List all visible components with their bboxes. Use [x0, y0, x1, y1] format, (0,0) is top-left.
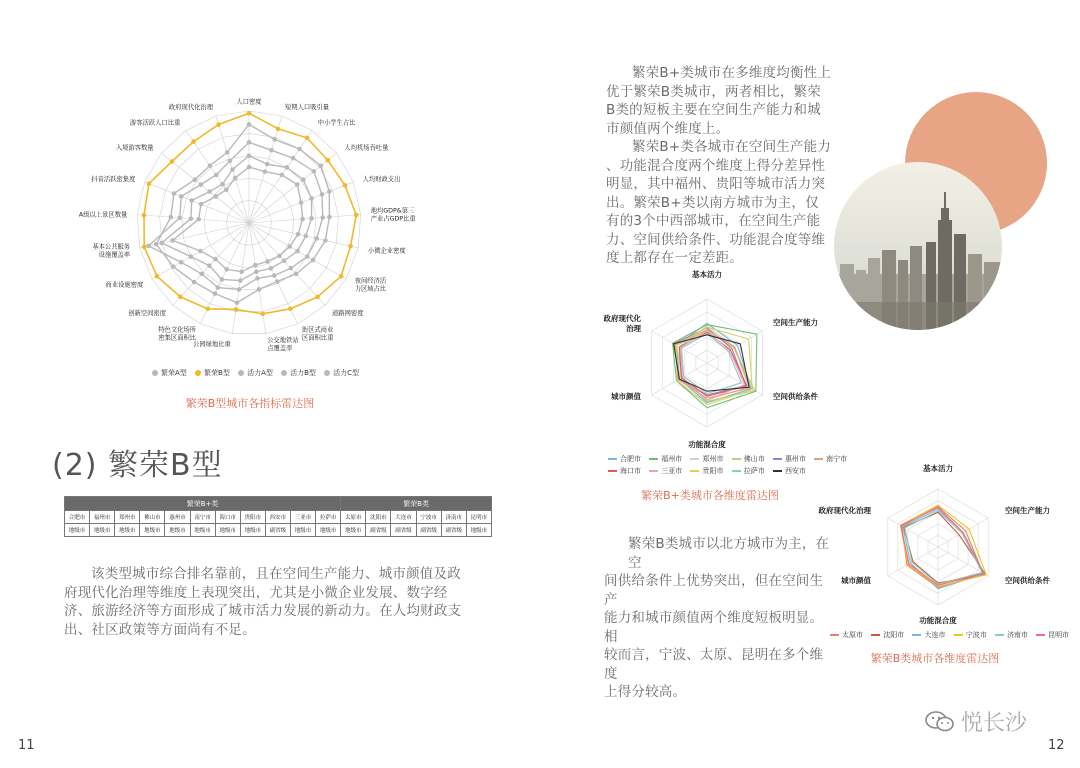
- radar-point: [260, 312, 265, 317]
- radar-axis-label: 游客活跃人口比重: [129, 119, 181, 127]
- radar-axis-label: A级以上景区数量: [78, 211, 128, 219]
- radar-point: [253, 263, 258, 268]
- legend-label: 太原市: [842, 631, 863, 639]
- table-cell: 贵阳市: [240, 511, 265, 524]
- table-cell: 地级市: [165, 524, 190, 537]
- legend-item: [690, 454, 723, 464]
- radar-point: [208, 163, 213, 168]
- legend-item: [152, 368, 187, 378]
- radar-point: [320, 192, 325, 197]
- radar-spoke: [249, 153, 337, 223]
- table-cell: 济南市: [441, 511, 466, 524]
- legend-label: 拉萨市: [743, 467, 765, 475]
- legend-item: [871, 630, 904, 640]
- radar-axis-label: 功能混合度: [919, 616, 957, 625]
- table-cell: 三亚市: [290, 511, 315, 524]
- city-table: [64, 496, 492, 537]
- radar-point: [301, 177, 306, 182]
- table-cell: 惠州市: [165, 511, 190, 524]
- radar-point: [297, 147, 302, 152]
- text-line: B类的短板主要在空间生产能力和城: [606, 102, 821, 118]
- table-cell: 副省级: [416, 524, 441, 537]
- radar-axis-label: 政府现代化治理: [168, 103, 213, 111]
- radar-point: [216, 285, 221, 290]
- table-cell: 大连市: [391, 511, 416, 524]
- radar-point: [199, 272, 204, 277]
- radar-point: [255, 276, 260, 281]
- legend-label: 繁荣B型: [204, 369, 230, 377]
- legend-item: [912, 630, 945, 640]
- radar-axis-label: 短期人口吸引量: [285, 103, 330, 111]
- table-cell: 福州市: [90, 511, 115, 524]
- radar-point: [272, 137, 277, 142]
- b-radar-chart: [815, 455, 1080, 625]
- radar-point: [179, 260, 184, 265]
- legend-item: [649, 466, 682, 476]
- table-cell: 副省级: [366, 524, 391, 537]
- radar-point: [169, 215, 174, 220]
- table-cell: 副省级: [391, 524, 416, 537]
- legend-item: [324, 368, 359, 378]
- radar-point: [254, 269, 259, 274]
- radar-point: [233, 176, 238, 181]
- table-cell: 地级市: [341, 524, 366, 537]
- radar-point: [275, 279, 280, 284]
- watermark: [925, 706, 1027, 737]
- table-cell: 海口市: [215, 511, 240, 524]
- radar-point: [213, 194, 218, 199]
- radar-point: [189, 254, 194, 259]
- radar-point: [282, 258, 287, 263]
- radar-point: [191, 139, 196, 144]
- legend-item: [773, 466, 806, 476]
- radar-point: [154, 242, 159, 247]
- radar-point: [315, 295, 320, 300]
- radar-point: [294, 272, 299, 277]
- table-cell: 拉萨市: [316, 511, 341, 524]
- table-cell: 地级市: [65, 524, 90, 537]
- text-line: 繁荣B类城市以北方城市为主，在空: [628, 536, 830, 571]
- radar-point: [159, 241, 164, 246]
- page-number-left: 11: [18, 738, 35, 753]
- radar-axis-label: 道路网密度: [332, 309, 364, 317]
- radar-point: [287, 244, 292, 249]
- city-skyline-image: [834, 162, 1002, 330]
- radar-axis-label: 空间生产能力: [1005, 506, 1050, 515]
- radar-point: [196, 217, 201, 222]
- radar-point: [296, 232, 301, 237]
- radar-point: [198, 249, 203, 254]
- table-cell: 地级市: [215, 524, 240, 537]
- radar-axis-label: 功能混合度: [688, 440, 726, 449]
- radar-point: [320, 215, 325, 220]
- radar-point: [146, 244, 151, 249]
- text-line: 繁荣B+类各城市在空间生产能力: [632, 139, 832, 155]
- radar-axis-label: 城市颜值: [611, 392, 641, 401]
- radar-point: [269, 148, 274, 153]
- radar-spoke: [888, 518, 938, 547]
- radar-point: [263, 169, 268, 174]
- radar-point: [170, 238, 175, 243]
- b-legend: [830, 630, 1075, 640]
- legend-label: 三亚市: [661, 467, 683, 475]
- radar-point: [327, 215, 332, 220]
- radar-point: [219, 277, 224, 282]
- table-cell: 昆明市: [466, 511, 491, 524]
- radar-point: [199, 182, 204, 187]
- table-cell: 地级市: [190, 524, 215, 537]
- legend-label: 西安市: [784, 467, 806, 475]
- radar-point: [303, 234, 308, 239]
- bplus-radar-chart: [595, 265, 835, 455]
- text-line: 市颜值两个维度上。: [606, 120, 730, 137]
- radar-point: [235, 300, 240, 305]
- radar-axis-label: 公园绿地比重: [193, 341, 231, 349]
- table-cell: 地级市: [316, 524, 341, 537]
- radar-spoke: [161, 153, 249, 223]
- right-paragraph-2: [606, 138, 846, 268]
- radar-axis-label: 空间供给条件: [773, 392, 818, 401]
- radar-point: [289, 266, 294, 271]
- radar-point: [142, 245, 147, 250]
- legend-item: [281, 368, 316, 378]
- radar-point: [247, 154, 252, 159]
- radar-point: [288, 306, 293, 311]
- table-row: [65, 524, 492, 537]
- radar-svg: [815, 455, 1080, 625]
- radar-point: [239, 269, 244, 274]
- radar-point: [179, 194, 184, 199]
- watermark-text: 悦长沙: [961, 711, 1028, 736]
- table-cell: 副省级: [265, 524, 290, 537]
- radar-point: [207, 189, 212, 194]
- legend-item: [690, 466, 723, 476]
- radar-axis-label: 抖音活跃密集度: [91, 175, 136, 183]
- legend-label: 合肥市: [620, 455, 641, 463]
- legend-label: 大连市: [924, 631, 946, 639]
- text-line: 明显，其中福州、贵阳等城市活力突: [606, 176, 826, 192]
- radar-point: [269, 266, 274, 271]
- legend-item: [773, 454, 806, 464]
- legend-item: [238, 368, 273, 378]
- table-cell: 地级市: [240, 524, 265, 537]
- radar-point: [277, 254, 282, 259]
- legend-label: 昆明市: [1048, 631, 1070, 639]
- radar-axis-label: 小微企业密度: [367, 247, 406, 255]
- table-cell: 地级市: [290, 524, 315, 537]
- radar-point: [311, 258, 316, 263]
- radar-point: [299, 200, 304, 205]
- text-line: 、功能混合度两个维度上得分差异性: [606, 157, 826, 174]
- radar-point: [205, 306, 210, 311]
- legend-label: 活力A型: [247, 369, 273, 377]
- radar-point: [314, 236, 319, 241]
- radar-axis-label: 公交地铁站点覆盖率: [267, 337, 299, 353]
- radar-axis-label: 夜间经济活力区域占比: [354, 277, 387, 293]
- legend-item: [195, 368, 230, 378]
- radar-svg: [595, 265, 835, 455]
- text-line: 能力和城市颜值两个维度短板明显。相: [604, 610, 824, 645]
- radar-spoke: [145, 182, 249, 223]
- legend-item: [649, 454, 682, 464]
- radar-point: [224, 267, 229, 272]
- radar-legend: [152, 368, 365, 378]
- legend-item: [1036, 630, 1069, 640]
- wechat-icon: [925, 711, 955, 733]
- radar-point: [323, 238, 328, 243]
- legend-item: [732, 454, 765, 464]
- text-line: 出。繁荣B+类以南方城市为主，仅: [606, 194, 819, 211]
- radar-axis-label: 基本公共服务设施覆盖率: [92, 243, 131, 259]
- text-line: 间供给条件上优势突出，但在空间生产: [604, 573, 824, 608]
- radar-point: [142, 213, 147, 218]
- radar-point: [311, 169, 316, 174]
- radar-point: [155, 274, 160, 279]
- text-line: 较而言，宁波、太原、昆明在多个维度: [604, 647, 824, 682]
- b-radar-caption: 繁荣B类城市各维度雷达图: [870, 652, 1000, 665]
- radar-point: [199, 202, 204, 207]
- radar-point: [305, 254, 310, 259]
- radar-point: [171, 264, 176, 269]
- radar-point: [300, 217, 305, 222]
- radar-axis-label: 商业设施密度: [105, 281, 144, 289]
- radar-point: [238, 278, 243, 283]
- radar-point: [348, 244, 353, 249]
- radar-point: [228, 159, 233, 164]
- radar-axis-label: 基本活力: [692, 270, 722, 279]
- radar-point: [309, 196, 314, 201]
- radar-point: [319, 163, 324, 168]
- table-group-header: 繁荣B类: [341, 497, 492, 511]
- text-line: 有的3个中西部城市，在空间生产能: [606, 213, 821, 229]
- legend-label: 宁波市: [965, 631, 987, 639]
- table-group-header: 繁荣B+类: [65, 497, 341, 511]
- radar-point: [216, 122, 221, 127]
- radar-point: [339, 274, 344, 279]
- radar-point: [214, 173, 219, 178]
- table-cell: 地级市: [115, 524, 140, 537]
- radar-axis-label: 中小学生占比: [317, 119, 356, 127]
- text-line: 上得分较高。: [604, 684, 687, 700]
- page-number-right: 12: [1048, 738, 1065, 753]
- radar-point: [265, 162, 270, 167]
- table-cell: 郑州市: [115, 511, 140, 524]
- legend-item: [608, 466, 641, 476]
- radar-point: [177, 216, 182, 221]
- radar-point: [213, 291, 218, 296]
- radar-axis-label: 城市颜值: [841, 576, 871, 585]
- radar-axis-label: 人均机场吞吐量: [344, 144, 389, 152]
- text-line: 度上都存在一定差距。: [606, 250, 743, 266]
- radar-axis-label: 空间生产能力: [773, 318, 818, 327]
- table-cell: 地级市: [140, 524, 165, 537]
- radar-caption: 繁荣B型城市各指标雷达图: [185, 397, 315, 410]
- radar-point: [354, 213, 359, 218]
- radar-axis-label: 地均GDP&第三产业占GDP比重: [370, 207, 416, 223]
- radar-svg: [60, 85, 430, 385]
- legend-label: 活力C型: [333, 369, 360, 377]
- radar-point: [247, 165, 252, 170]
- radar-point: [280, 173, 285, 178]
- radar-point: [295, 249, 300, 254]
- radar-axis-label: 政府现代化治理: [603, 314, 641, 333]
- right-paragraph-3: [604, 535, 834, 702]
- section-title: (2) 繁荣B型: [52, 448, 223, 483]
- table-cell: 南宁市: [190, 511, 215, 524]
- legend-item: [732, 466, 765, 476]
- legend-label: 惠州市: [784, 455, 806, 463]
- table-row: [65, 511, 492, 524]
- legend-label: 贵阳市: [702, 467, 724, 475]
- radar-series-line: [680, 331, 744, 400]
- radar-point: [189, 216, 194, 221]
- legend-item: [995, 630, 1028, 640]
- radar-point: [172, 191, 177, 196]
- radar-point: [257, 287, 262, 292]
- text-line: 力、空间供给条件、功能混合度等维: [606, 231, 826, 248]
- radar-point: [326, 158, 331, 163]
- left-paragraph: 该类型城市综合排名靠前，且在空间生产能力、城市颜值及政府现代化治理等维度上表现突出，尤其是小微企业发展、数字经济、旅游经济等方面形成了城市活力发展的新动力。在人均财政支出、社区政策等方面尚有不足。: [64, 566, 462, 638]
- radar-axis-label: 入境游客数量: [115, 144, 154, 152]
- radar-point: [225, 150, 230, 155]
- radar-axis-label: 基本活力: [923, 464, 953, 473]
- table-cell: 合肥市: [65, 511, 90, 524]
- radar-point: [327, 189, 332, 194]
- radar-axis-label: 特色文化场所密集区面积比: [158, 326, 197, 342]
- legend-item: [954, 630, 987, 640]
- table-cell: 地级市: [90, 524, 115, 537]
- table-cell: 太原市: [341, 511, 366, 524]
- radar-point: [230, 167, 235, 172]
- legend-item: [830, 630, 863, 640]
- radar-point: [291, 156, 296, 161]
- indicator-radar-chart: [60, 85, 430, 385]
- radar-point: [272, 273, 277, 278]
- radar-series-line: [904, 512, 986, 583]
- radar-point: [247, 122, 252, 127]
- radar-point: [237, 287, 242, 292]
- radar-point: [247, 111, 252, 116]
- legend-label: 海口市: [620, 467, 641, 475]
- radar-axis-label: 人均财政支出: [362, 175, 401, 183]
- text-line: 优于繁荣B类城市，两者相比，繁荣: [606, 83, 821, 100]
- legend-label: 郑州市: [702, 455, 724, 463]
- radar-point: [305, 136, 310, 141]
- radar-axis-label: 街区式商业区面积比重: [301, 326, 334, 342]
- radar-point: [309, 216, 314, 221]
- radar-point: [224, 187, 229, 192]
- radar-axis-label: 政府现代化治理: [818, 506, 871, 515]
- radar-point: [343, 183, 348, 188]
- radar-axis-label: 空间供给条件: [1005, 576, 1050, 585]
- bplus-legend-row2: [608, 466, 812, 476]
- radar-point: [276, 127, 281, 132]
- radar-point: [207, 263, 212, 268]
- table-cell: 沈阳市: [366, 511, 391, 524]
- radar-point: [178, 295, 183, 300]
- legend-label: 南宁市: [826, 455, 848, 463]
- table-cell: 副省级: [441, 524, 466, 537]
- radar-point: [192, 280, 197, 285]
- legend-label: 佛山市: [743, 455, 765, 463]
- radar-point: [234, 307, 239, 312]
- radar-axis-label: 人口密度: [236, 98, 262, 106]
- radar-point: [170, 159, 175, 164]
- legend-label: 济南市: [1006, 631, 1028, 639]
- radar-point: [220, 182, 225, 187]
- radar-point: [147, 181, 152, 186]
- radar-point: [247, 140, 252, 145]
- radar-axis-label: 创新空间密度: [128, 309, 166, 317]
- legend-label: 福州市: [661, 455, 683, 463]
- right-paragraph-1: [606, 64, 846, 138]
- radar-point: [295, 182, 300, 187]
- radar-point: [213, 257, 218, 262]
- table-cell: 宁波市: [416, 511, 441, 524]
- text-line: 繁荣B+类城市在多维度均衡性上: [632, 65, 832, 81]
- radar-point: [189, 198, 194, 203]
- radar-point: [285, 165, 290, 170]
- legend-item: [608, 454, 641, 464]
- radar-point: [265, 259, 270, 264]
- table-cell: 地级市: [466, 524, 491, 537]
- radar-point: [192, 177, 197, 182]
- legend-label: 繁荣A型: [161, 369, 187, 377]
- table-cell: 佛山市: [140, 511, 165, 524]
- table-cell: 西安市: [265, 511, 290, 524]
- legend-label: 活力B型: [290, 369, 316, 377]
- legend-label: 沈阳市: [883, 631, 905, 639]
- skyline-illustration: [834, 162, 1002, 330]
- bplus-radar-caption: 繁荣B+类城市各维度雷达图: [641, 489, 779, 502]
